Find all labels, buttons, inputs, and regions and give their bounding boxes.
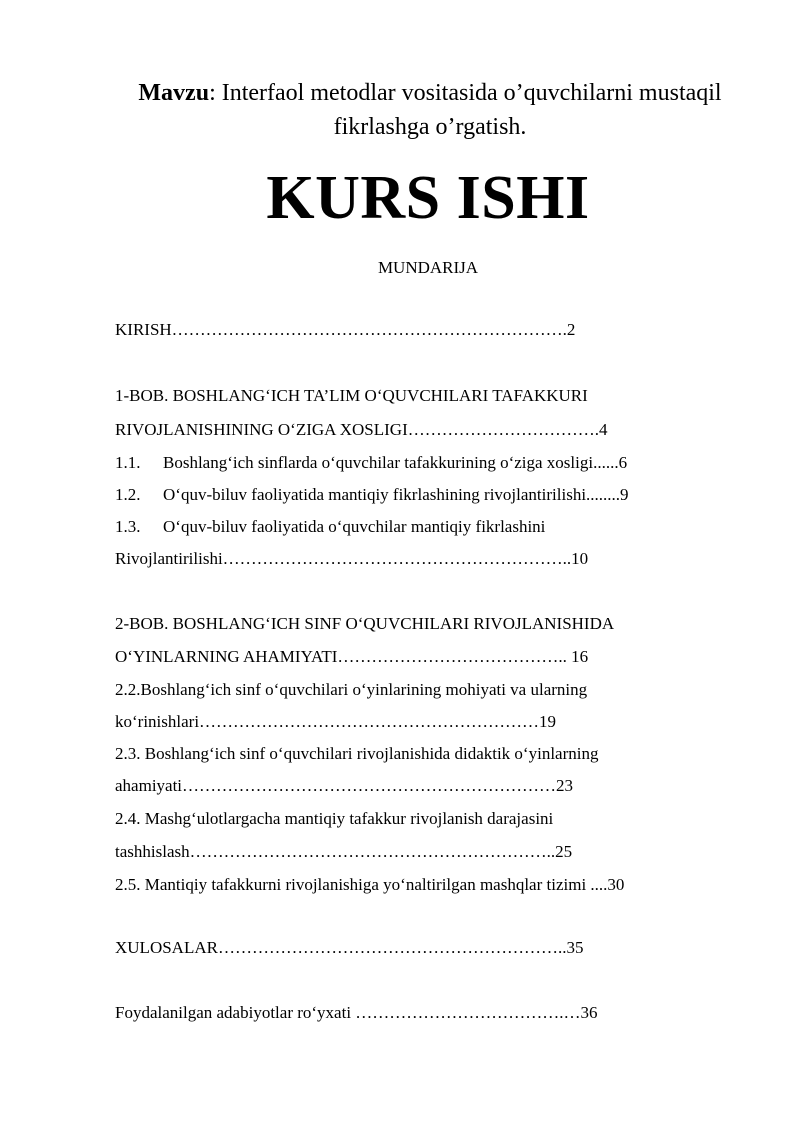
toc-chapter1-line2: RIVOJLANISHINING O‘ZIGA XOSLIGI…………………………….4: [115, 420, 608, 439]
toc-chapter2-line2: O‘YINLARNING AHAMIYATI………………………………….. 16: [115, 647, 589, 666]
topic-text-line2: fikrlashga o’rgatish.: [333, 114, 527, 140]
page-title: KURS ISHI: [266, 164, 590, 232]
section-title: O‘quv-biluv faoliyatida mantiqiy fikrlashining rivojlantirilishi........9: [163, 485, 629, 504]
toc-conclusions: XULOSALAR……………………………………………………..35: [115, 938, 584, 957]
toc-section-1-2: [115, 484, 629, 506]
toc-section-2-2-line2: ko‘rinishlari……………………………………………………19: [115, 712, 557, 731]
toc-section-2-3-line1: 2.3. Boshlang‘ich sinf o‘quvchilari rivojlanishida didaktik o‘yinlarning: [115, 744, 599, 763]
toc-references: Foydalanilgan adabiyotlar ro‘yxati ……………………………….…36: [115, 1003, 598, 1022]
toc-heading: MUNDARIJA: [377, 258, 479, 277]
toc-intro: KIRISH…………………………………………………………….2: [115, 320, 576, 339]
toc-section-1-3-line2: Rivojlantirilishi……………………………………………………..10: [115, 549, 589, 568]
toc-section-2-2-line1: 2.2.Boshlang‘ich sinf o‘quvchilari o‘yinlarining mohiyati va ularning: [115, 680, 588, 699]
section-number: 1.2.: [115, 485, 141, 504]
topic-text-line1: : Interfaol metodlar vositasida o’quvchilarni mustaqil: [209, 80, 722, 106]
topic-label: Mavzu: [138, 80, 210, 106]
section-number: 1.3.: [115, 517, 141, 536]
toc-section-2-4-line1: 2.4. Mashg‘ulotlargacha mantiqiy tafakkur rivojlanish darajasini: [115, 809, 554, 828]
section-number: 1.1.: [115, 453, 141, 472]
topic-heading: [110, 76, 750, 144]
section-title: Boshlang‘ich sinflarda o‘quvchilar tafakkurining o‘ziga xosligi......6: [163, 453, 628, 472]
toc-section-2-5: 2.5. Mantiqiy tafakkurni rivojlanishiga yo‘naltirilgan mashqlar tizimi ....30: [115, 875, 625, 894]
toc-chapter2-line1: 2-BOB. BOSHLANG‘ICH SINF O‘QUVCHILARI RIVOJLANISHIDA: [115, 614, 615, 633]
toc-section-1-3: [115, 516, 545, 538]
section-title: O‘quv-biluv faoliyatida o‘quvchilar mantiqiy fikrlashini: [163, 517, 546, 536]
toc-section-2-3-line2: ahamiyati…………………………………………………………23: [115, 776, 574, 795]
toc-section-1-1: [115, 452, 627, 474]
toc-section-2-4-line2: tashhislash………………………………………………………..25: [115, 842, 573, 861]
toc-chapter1-line1: 1-BOB. BOSHLANG‘ICH TA’LIM O‘QUVCHILARI TAFAKKURI: [115, 386, 588, 405]
